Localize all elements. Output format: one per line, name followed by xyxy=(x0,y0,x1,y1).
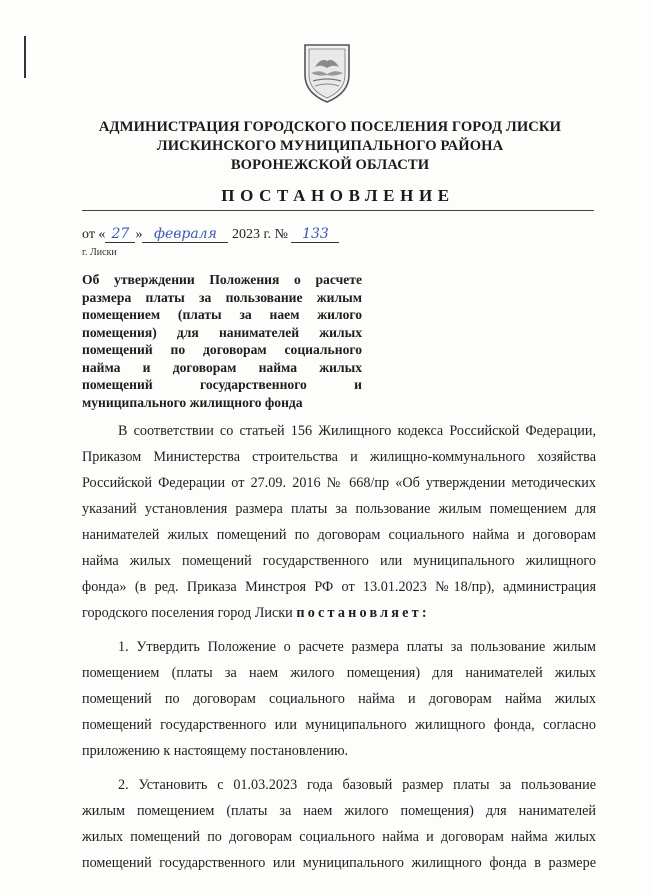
margin-mark xyxy=(24,36,26,78)
body-line: помещений по договорам социального найма и договорам найма жилых xyxy=(82,691,596,707)
document-subject xyxy=(82,271,362,411)
body-text: городского поселения город Лиски xyxy=(82,605,297,621)
subject-line: помещений по договорам социального xyxy=(82,342,362,357)
subject-line: Об утверждении Положения о расчете xyxy=(82,272,362,287)
body-line: помещений государственного или муниципального жилищного фонда в размере xyxy=(82,855,596,871)
handwritten-month: февраля xyxy=(142,226,228,243)
subject-line: найма и договорам найма жилых xyxy=(82,359,362,375)
subject-line: помещения) для нанимателей жилых xyxy=(82,324,362,340)
date-quote-close: » xyxy=(135,227,143,242)
subject-line: размера платы за пользование жилым xyxy=(82,289,362,305)
body-line xyxy=(82,600,596,626)
body-line: найма жилых помещений государственного или муниципального жилищного xyxy=(82,553,596,569)
resolves-word: постановляет: xyxy=(296,605,430,621)
body-line: помещений государственного или муниципального жилищного фонда, согласно xyxy=(82,717,596,733)
document-title: ПОСТАНОВЛЕНИЕ xyxy=(221,186,455,205)
date-number-line xyxy=(82,226,339,243)
body-line: 1. Утвердить Положение о расчете размера платы за пользование жилым xyxy=(118,639,596,655)
subject-line: муниципального жилищного фонда xyxy=(82,394,303,410)
body-line: приложению к настоящему постановлению. xyxy=(82,743,349,759)
body-line: Приказом Министерства строительства и жилищно-коммунального хозяйства xyxy=(82,449,596,465)
body-line: 2. Установить с 01.03.2023 года базовый размер платы за пользование xyxy=(118,777,596,793)
coat-of-arms-emblem xyxy=(299,41,355,105)
date-year: 2023 г. № xyxy=(228,227,292,242)
body-line: помещением (платы за наем жилого помещения) для нанимателей жилых xyxy=(82,665,596,681)
handwritten-number: 133 xyxy=(291,226,339,243)
body-line: Российской Федерации от 27.09. 2016 № 668/пр «Об утверждении методических xyxy=(82,475,596,491)
administration-header xyxy=(70,118,590,175)
body-line: жилым помещением (платы за наем жилого помещения) для нанимателей xyxy=(82,803,596,819)
document-body xyxy=(82,418,596,876)
handwritten-day: 27 xyxy=(105,226,135,243)
body-line: фонда» (в ред. Приказа Минстроя РФ от 13.01.2023 №18/пр), администрация xyxy=(82,579,596,595)
body-line: указаний установления размера платы за пользование жилым помещением для xyxy=(82,501,596,517)
city-label: г. Лиски xyxy=(82,247,117,258)
date-prefix: от « xyxy=(82,227,106,242)
body-line: нанимателей жилых помещений по договорам социального найма и договорам xyxy=(82,527,596,543)
header-line-1: АДМИНИСТРАЦИЯ ГОРОДСКОГО ПОСЕЛЕНИЯ ГОРОД ЛИСКИ xyxy=(98,119,562,135)
title-divider xyxy=(82,210,594,211)
subject-line: помещений государственного и xyxy=(82,377,362,392)
body-line: В соответствии со статьей 156 Жилищного кодекса Российской Федерации, xyxy=(118,423,596,439)
subject-line: помещением (платы за наем жилого xyxy=(82,307,362,322)
body-line: жилых помещений по договорам социального найма и договорам найма жилых xyxy=(82,829,596,845)
header-line-2: ЛИСКИНСКОГО МУНИЦИПАЛЬНОГО РАЙОНА xyxy=(156,138,504,154)
header-line-3: ВОРОНЕЖСКОЙ ОБЛАСТИ xyxy=(230,157,430,173)
